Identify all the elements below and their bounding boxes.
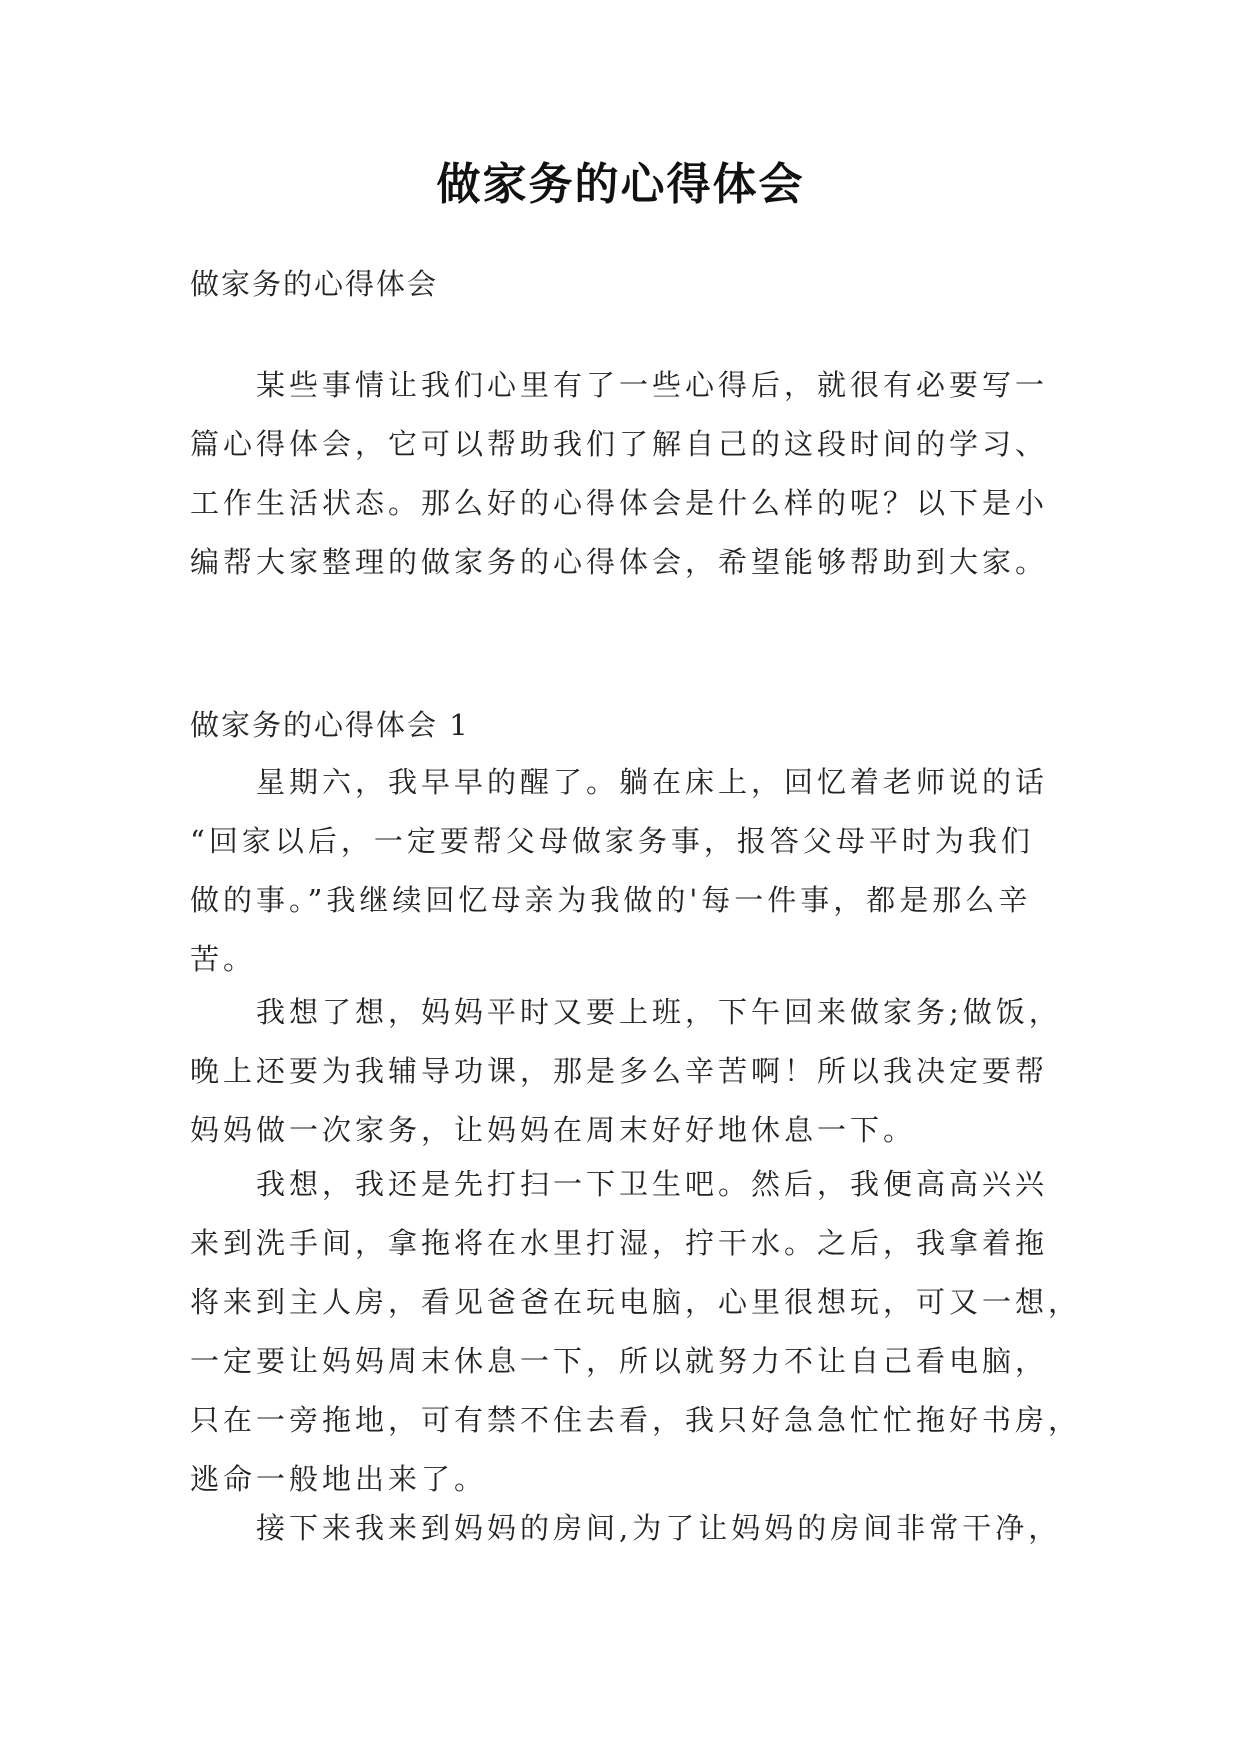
paragraph-line: 我想，我还是先打扫一下卫生吧。然后，我便高高兴兴 [256, 1167, 1049, 1201]
paragraph-line: “回家以后，一定要帮父母做家务事，报答父母平时为我们 [190, 824, 1034, 858]
document-title: 做家务的心得体会 [436, 159, 805, 210]
paragraph-line: 星期六，我早早的醒了。躺在床上，回忆着老师说的话 [256, 765, 1049, 799]
intro-paragraph [190, 356, 1070, 592]
paragraph-line: 做的事。”我继续回忆母亲为我做的'每一件事，都是那么辛 [190, 883, 1032, 917]
intro-line: 某些事情让我们心里有了一些心得后，就很有必要写一 [256, 368, 1049, 402]
paragraph-3 [190, 1155, 1082, 1509]
intro-line: 工作生活状态。那么好的心得体会是什么样的呢？以下是小 [190, 486, 1049, 520]
paragraph-line: 妈妈做一次家务，让妈妈在周末好好地休息一下。 [190, 1113, 917, 1147]
paragraph-1 [190, 753, 1070, 989]
paragraph-line: 晚上还要为我辅导功课，那是多么辛苦啊！所以我决定要帮 [190, 1054, 1049, 1088]
paragraph-2 [190, 983, 1070, 1160]
paragraph-line: 只在一旁拖地，可有禁不住去看，我只好急急忙忙拖好书房， [190, 1403, 1082, 1437]
section-heading: 做家务的心得体会 1 [190, 708, 470, 742]
paragraph-line: 将来到主人房，看见爸爸在玩电脑，心里很想玩，可又一想， [190, 1285, 1082, 1319]
document-subtitle: 做家务的心得体会 [190, 267, 439, 301]
paragraph-line: 来到洗手间，拿拖将在水里打湿，拧干水。之后，我拿着拖 [190, 1226, 1049, 1260]
paragraph-line: 逃命一般地出来了。 [190, 1462, 488, 1496]
intro-line: 编帮大家整理的做家务的心得体会，希望能够帮助到大家。 [190, 545, 1049, 579]
paragraph-4 [190, 1499, 1070, 1558]
paragraph-line: 一定要让妈妈周末休息一下，所以就努力不让自己看电脑， [190, 1344, 1049, 1378]
paragraph-line: 苦。 [190, 942, 257, 976]
paragraph-line: 我想了想，妈妈平时又要上班，下午回来做家务;做饭， [256, 995, 1062, 1029]
paragraph-line: 接下来我来到妈妈的房间,为了让妈妈的房间非常干净， [256, 1511, 1062, 1545]
intro-line: 篇心得体会，它可以帮助我们了解自己的这段时间的学习、 [190, 427, 1049, 461]
